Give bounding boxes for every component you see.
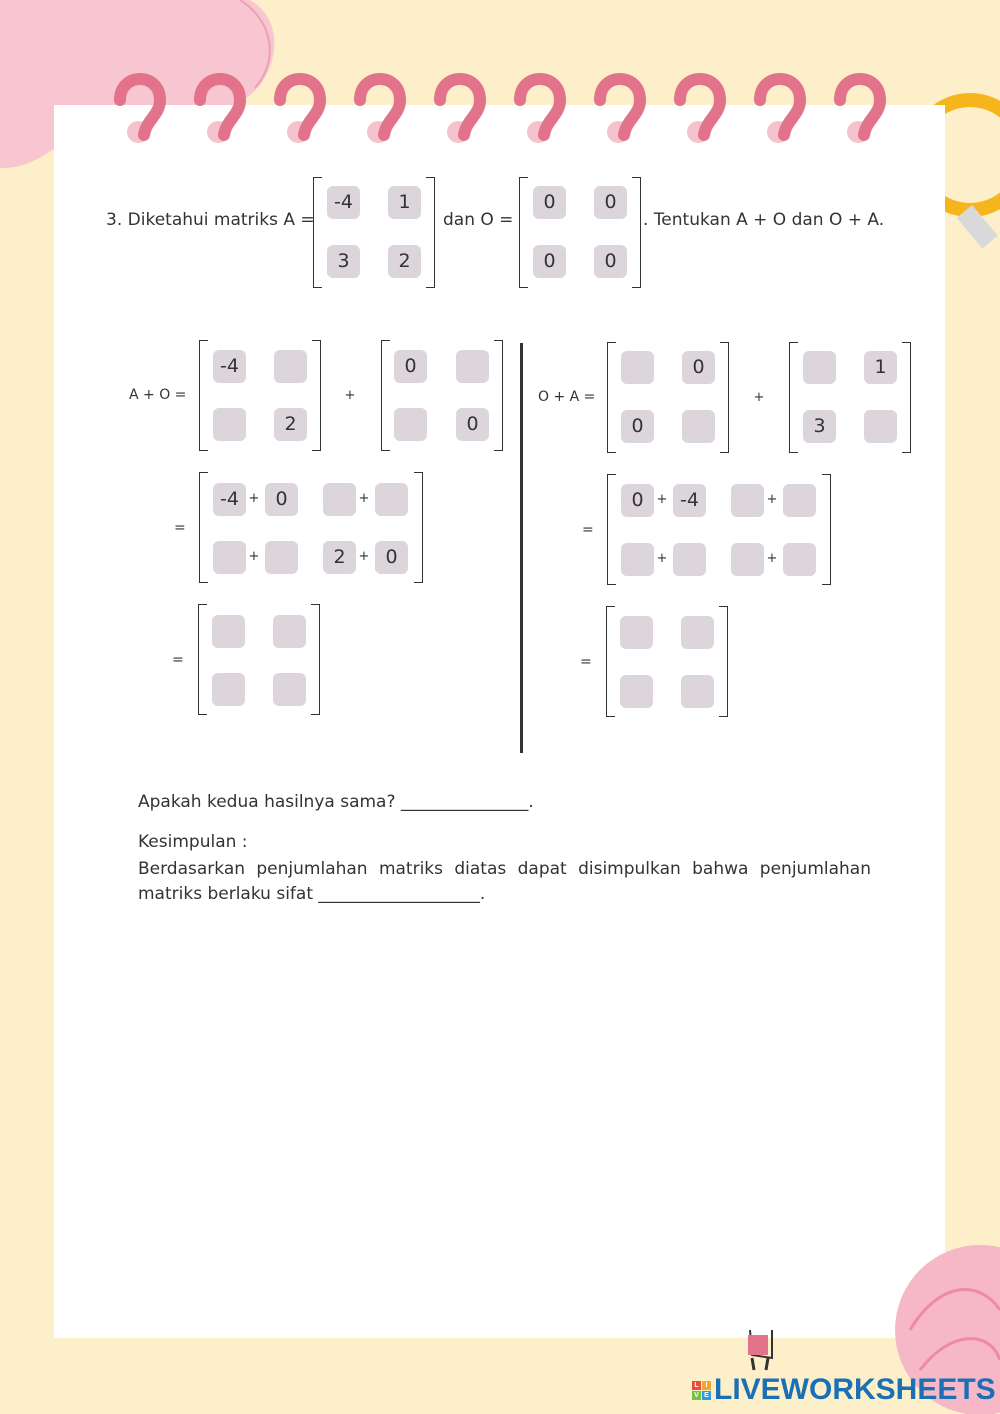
- conclusion-heading: Kesimpulan :: [138, 832, 248, 852]
- answer-input-cell[interactable]: [621, 543, 654, 576]
- question-text: 3. Diketahui matriks A =: [106, 210, 315, 230]
- matrix-left-bracket: [519, 177, 528, 288]
- matrix-cell: 0: [375, 541, 408, 574]
- matrix-cell: 0: [594, 186, 627, 219]
- plus-sign: +: [766, 492, 778, 507]
- matrix-right-bracket: [312, 340, 321, 451]
- answer-input-cell[interactable]: [673, 543, 706, 576]
- answer-input-cell[interactable]: [375, 483, 408, 516]
- matrix-right-bracket: [719, 606, 728, 717]
- matrix-left-bracket: [381, 340, 390, 451]
- answer-input-cell[interactable]: [620, 616, 653, 649]
- matrix-left-bracket: [607, 474, 616, 585]
- matrix-cell: 1: [864, 351, 897, 384]
- matrix-left-bracket: [198, 604, 207, 715]
- matrix-left-bracket: [606, 606, 615, 717]
- answer-input-cell[interactable]: [783, 484, 816, 517]
- matrix-left-bracket: [199, 472, 208, 583]
- liveworksheets-logo: [692, 1373, 996, 1407]
- answer-input-cell[interactable]: [682, 410, 715, 443]
- matrix-cell: 0: [394, 350, 427, 383]
- right-equals-1: =: [582, 522, 594, 538]
- matrix-right-bracket: [311, 604, 320, 715]
- left-equals-2: =: [172, 652, 184, 668]
- brand-name: LIVEWORKSHEETS: [714, 1373, 996, 1406]
- plus-sign: +: [248, 549, 260, 564]
- conclusion-line-2: matriks berlaku sifat ___________________.: [138, 884, 486, 904]
- plus-sign: +: [248, 491, 260, 506]
- answer-input-cell[interactable]: [213, 408, 246, 441]
- matrix-right-bracket: [632, 177, 641, 288]
- a-plus-o-label: A + O =: [129, 387, 187, 403]
- matrix-left-bracket: [313, 177, 322, 288]
- left-equals-1: =: [174, 520, 186, 536]
- matrix-right-bracket: [414, 472, 423, 583]
- answer-input-cell[interactable]: [212, 673, 245, 706]
- answer-input-cell[interactable]: [273, 673, 306, 706]
- matrix-cell: 2: [388, 245, 421, 278]
- answer-input-cell[interactable]: [803, 351, 836, 384]
- answer-input-cell[interactable]: [731, 484, 764, 517]
- left-plus-sign: +: [344, 388, 356, 403]
- matrix-cell: 3: [327, 245, 360, 278]
- matrix-cell: 0: [621, 410, 654, 443]
- answer-input-cell[interactable]: [273, 615, 306, 648]
- matrix-cell: 3: [803, 410, 836, 443]
- mascot-decoration: [742, 1330, 787, 1375]
- answer-input-cell[interactable]: [394, 408, 427, 441]
- plus-sign: +: [656, 492, 668, 507]
- answer-input-cell[interactable]: [265, 541, 298, 574]
- question-and-o: dan O =: [443, 210, 514, 230]
- answer-input-cell[interactable]: [783, 543, 816, 576]
- plus-sign: +: [656, 551, 668, 566]
- matrix-cell: -4: [327, 186, 360, 219]
- answer-input-cell[interactable]: [274, 350, 307, 383]
- matrix-right-bracket: [822, 474, 831, 585]
- matrix-cell: 0: [533, 186, 566, 219]
- matrix-right-bracket: [494, 340, 503, 451]
- matrix-cell: 0: [594, 245, 627, 278]
- matrix-cell: -4: [673, 484, 706, 517]
- plus-sign: +: [358, 549, 370, 564]
- worksheet-page: [54, 105, 945, 1338]
- plus-sign: +: [766, 551, 778, 566]
- answer-input-cell[interactable]: [681, 675, 714, 708]
- answer-input-cell[interactable]: [681, 616, 714, 649]
- answer-input-cell[interactable]: [456, 350, 489, 383]
- liveworksheets-icon: L I V E: [692, 1381, 711, 1400]
- matrix-cell: 0: [533, 245, 566, 278]
- matrix-cell: 0: [456, 408, 489, 441]
- question-instruction: . Tentukan A + O dan O + A.: [643, 210, 885, 230]
- same-result-question: Apakah kedua hasilnya sama? _______________.: [138, 792, 534, 812]
- matrix-cell: 1: [388, 186, 421, 219]
- matrix-cell: -4: [213, 350, 246, 383]
- matrix-cell: 0: [621, 484, 654, 517]
- conclusion-line-1: Berdasarkan penjumlahan matriks diatas dapat disimpulkan bahwa penjumlahan: [138, 859, 871, 879]
- matrix-left-bracket: [199, 340, 208, 451]
- answer-input-cell[interactable]: [620, 675, 653, 708]
- matrix-right-bracket: [902, 342, 911, 453]
- right-plus-sign: +: [753, 390, 765, 405]
- answer-input-cell[interactable]: [323, 483, 356, 516]
- matrix-cell: -4: [213, 483, 246, 516]
- matrix-cell: 0: [265, 483, 298, 516]
- answer-input-cell[interactable]: [731, 543, 764, 576]
- right-equals-2: =: [580, 654, 592, 670]
- matrix-cell: 2: [323, 541, 356, 574]
- answer-input-cell[interactable]: [864, 410, 897, 443]
- matrix-right-bracket: [720, 342, 729, 453]
- answer-input-cell[interactable]: [621, 351, 654, 384]
- answer-input-cell[interactable]: [213, 541, 246, 574]
- divider-line: [520, 343, 523, 753]
- matrix-cell: 0: [682, 351, 715, 384]
- matrix-cell: 2: [274, 408, 307, 441]
- o-plus-a-label: O + A =: [538, 389, 596, 405]
- plus-sign: +: [358, 491, 370, 506]
- matrix-left-bracket: [789, 342, 798, 453]
- answer-input-cell[interactable]: [212, 615, 245, 648]
- matrix-left-bracket: [607, 342, 616, 453]
- matrix-right-bracket: [426, 177, 435, 288]
